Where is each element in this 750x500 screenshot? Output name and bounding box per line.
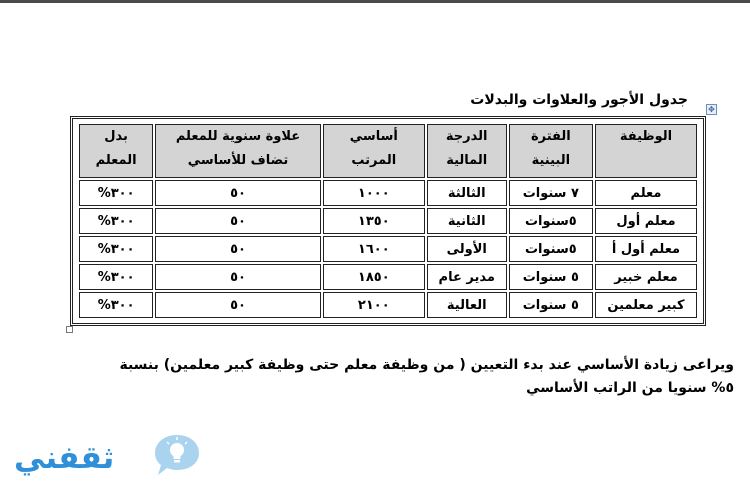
cell-basic: ١٨٥٠ (323, 264, 425, 290)
cell-bonus: ٥٠ (155, 180, 321, 206)
cell-grade: الثالثة (427, 180, 507, 206)
header-grade (427, 124, 507, 178)
cell-allowance: ٣٠٠% (79, 180, 153, 206)
cell-period: ٥سنوات (509, 208, 593, 234)
header-job-line: الوظيفة (619, 129, 673, 144)
cell-bonus: ٥٠ (155, 208, 321, 234)
table-move-handle-icon[interactable]: ✥ (706, 104, 717, 115)
cell-basic: ١٦٠٠ (323, 236, 425, 262)
cell-allowance: ٣٠٠% (79, 236, 153, 262)
cell-basic: ١٠٠٠ (323, 180, 425, 206)
header-teacher-allowance (79, 124, 153, 178)
note-paragraph (94, 354, 734, 400)
logo-wordmark: ثقفني (14, 440, 115, 476)
header-grade-line-2: المالية (446, 153, 488, 168)
table-row (79, 208, 697, 234)
table-header-row (79, 124, 697, 178)
header-basic-salary (323, 124, 425, 178)
header-basic-line-2: المرتب (351, 153, 397, 168)
cell-job: معلم (595, 180, 697, 206)
cell-bonus: ٥٠ (155, 264, 321, 290)
header-job (595, 124, 697, 178)
header-bonus-line-1: علاوة سنوية للمعلم (175, 129, 301, 144)
wage-table (77, 122, 699, 320)
cell-bonus: ٥٠ (155, 292, 321, 318)
cell-period: ٥ سنوات (509, 264, 593, 290)
cell-job: معلم أول (595, 208, 697, 234)
cell-job: معلم أول أ (595, 236, 697, 262)
lightbulb-icon (152, 432, 202, 478)
cell-bonus: ٥٠ (155, 236, 321, 262)
table-row (79, 180, 697, 206)
header-basic-line-1: أساسي (349, 129, 398, 144)
header-period-line-1: الفترة (530, 129, 571, 144)
cell-grade: مدير عام (427, 264, 507, 290)
site-logo (14, 432, 204, 488)
cell-job: معلم خبير (595, 264, 697, 290)
cell-allowance: ٣٠٠% (79, 208, 153, 234)
header-grade-line-1: الدرجة (445, 129, 488, 144)
cell-basic: ٢١٠٠ (323, 292, 425, 318)
cell-period: ٧ سنوات (509, 180, 593, 206)
header-period (509, 124, 593, 178)
table-title: جدول الأجور والعلاوات والبدلات (470, 92, 688, 108)
header-bonus-line-2: تضاف للأساسي (187, 153, 289, 168)
cell-grade: الأولى (427, 236, 507, 262)
page-top-border (0, 0, 750, 3)
cell-job: كبير معلمين (595, 292, 697, 318)
cell-allowance: ٣٠٠% (79, 264, 153, 290)
note-line-2: ٥% سنويا من الراتب الأساسي (526, 380, 734, 396)
header-period-line-2: البينية (531, 153, 571, 168)
note-line-1: ويراعى زيادة الأساسي عند بدء التعيين ( من وظيفة معلم حتى وظيفة كبير معلمين) بنسبة (119, 357, 734, 373)
cell-basic: ١٣٥٠ (323, 208, 425, 234)
cell-allowance: ٣٠٠% (79, 292, 153, 318)
cell-period: ٥سنوات (509, 236, 593, 262)
cell-grade: العالية (427, 292, 507, 318)
table-row (79, 264, 697, 290)
cell-grade: الثانية (427, 208, 507, 234)
header-annual-bonus (155, 124, 321, 178)
cell-period: ٥ سنوات (509, 292, 593, 318)
header-allowance-line: بدل المعلم (95, 129, 137, 168)
table-resize-handle[interactable] (66, 326, 73, 333)
table-row (79, 292, 697, 318)
wage-table-frame (70, 116, 706, 326)
table-row (79, 236, 697, 262)
